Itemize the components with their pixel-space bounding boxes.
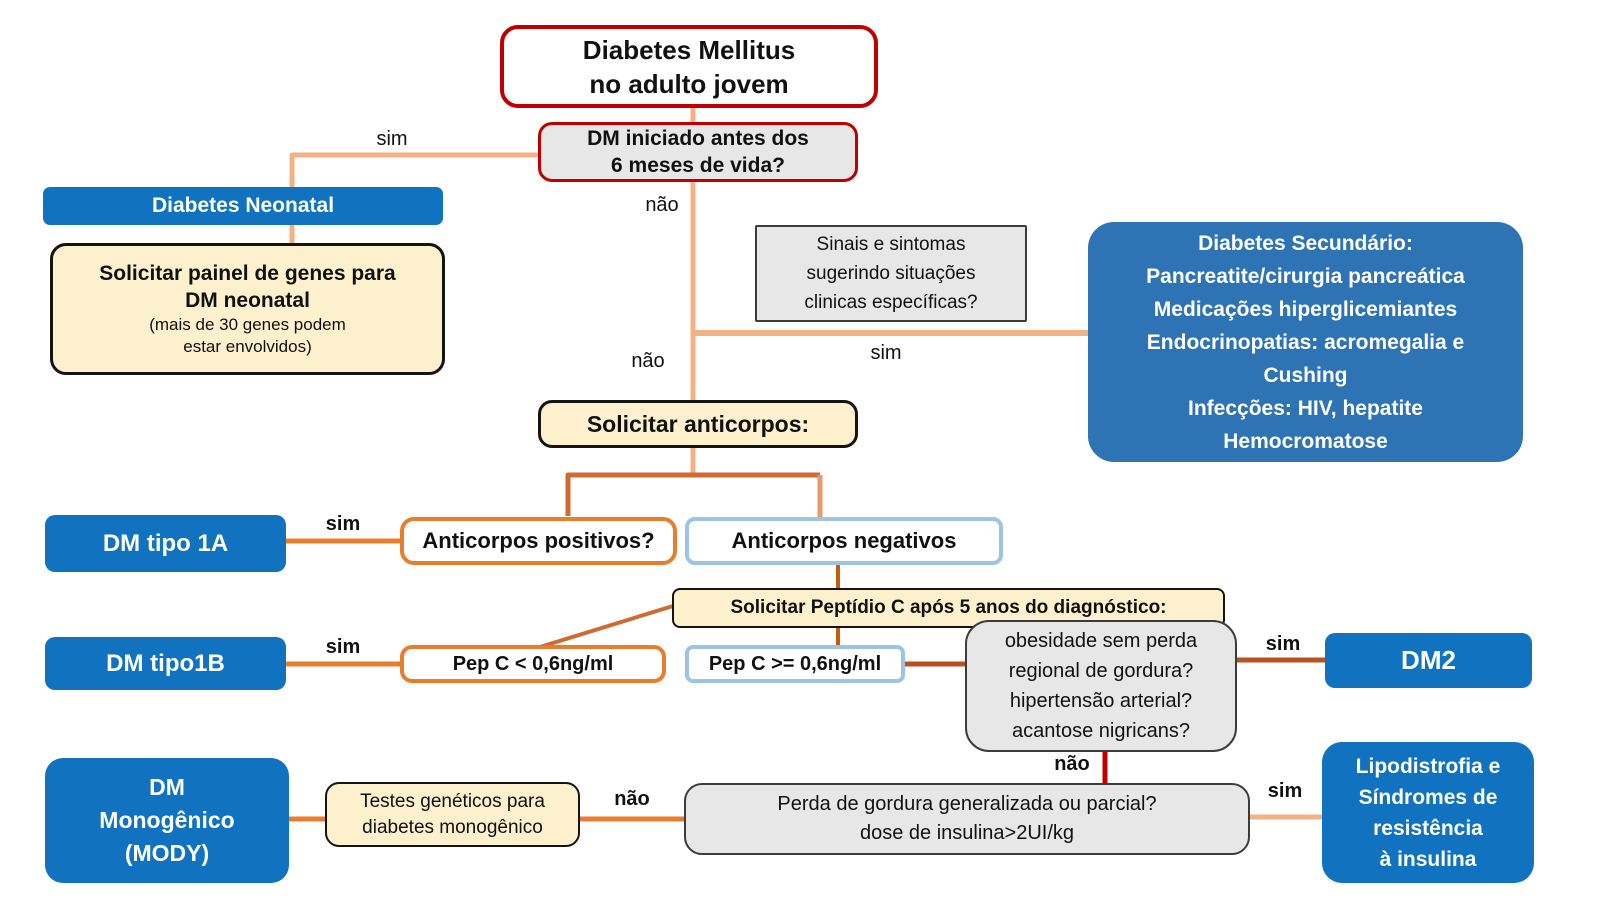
node-obesity-question [965,620,1237,752]
node-line: Pep C >= 0,6ng/ml [708,652,882,675]
node-question-six-months [538,122,858,182]
node-line: diabetes monogênico [362,816,543,838]
edge-label-nao-obesity: não [1054,753,1090,775]
node-pep-c-low [400,645,666,683]
node-line: 6 meses de vida? [611,154,785,177]
node-line: sugerindo situações [806,263,976,284]
node-line: Perda de gordura generalizada ou parcial? [777,793,1157,815]
node-line: Hemocromatose [1223,429,1388,453]
node-antibodies-positive [400,517,677,565]
node-line: Anticorpos negativos [731,528,957,553]
node-dm-monogenico-mody [45,758,289,883]
edge-label-sim-neonatal: sim [376,128,408,150]
node-line: Diabetes Mellitus [582,34,796,65]
node-line: Lipodistrofia e [1355,754,1501,778]
node-line: resistência [1373,816,1483,840]
node-genetic-tests [325,782,580,847]
edge-label-sim-dm1a: sim [325,513,361,535]
node-line: DM2 [1401,645,1456,675]
node-line: no adulto jovem [589,68,789,99]
node-line: acantose nigricans? [1012,720,1190,742]
node-line: Endocrinopatias: acromegalia e [1146,330,1465,354]
node-line: Anticorpos positivos? [422,528,655,553]
edge-label-nao-six-months: não [645,194,679,216]
node-line: DM neonatal [185,289,310,312]
node-dm-tipo-1a [45,515,286,572]
node-line: Pancreatite/cirurgia pancreática [1146,264,1465,288]
node-dm-tipo-1b [45,637,286,690]
node-line: Infecções: HIV, hepatite [1188,396,1423,420]
node-line: Solicitar Peptídio C após 5 anos do diagnóstico: [730,597,1167,618]
edge-label-sim-dm2: sim [1265,633,1301,655]
node-line: Diabetes Secundário: [1198,231,1413,255]
node-line: Sinais e sintomas [816,234,966,255]
edge-label-sim-secondary: sim [870,342,902,364]
node-line: (MODY) [124,840,210,866]
node-line: Solicitar anticorpos: [586,410,810,437]
edge-label-nao-signs: não [631,350,665,372]
node-lipodystrophy [1322,742,1534,883]
node-line: estar envolvidos) [183,337,312,356]
node-line: (mais de 30 genes podem [149,315,346,334]
node-line: obesidade sem perda [1004,630,1198,652]
node-antibodies-negative [685,517,1003,565]
node-request-antibodies [538,400,858,448]
node-line: dose de insulina>2UI/kg [859,822,1075,844]
node-dm2 [1325,633,1532,688]
node-line: clinicas específicas? [804,292,978,313]
node-line: Síndromes de [1358,785,1498,809]
node-line: Medicações hiperglicemiantes [1153,297,1458,321]
node-line: à insulina [1379,847,1477,871]
node-pep-c-high [685,645,905,683]
edge-label-nao-genetic: não [614,788,650,810]
node-diabetes-neonatal [43,187,443,225]
node-line: hipertensão arterial? [1009,690,1193,712]
node-line: Pep C < 0,6ng/ml [452,652,614,675]
node-line: Cushing [1263,363,1348,387]
node-signs-symptoms [755,225,1027,322]
node-line: DM [149,774,185,800]
node-line: Testes genéticos para [360,790,545,812]
node-line: regional de gordura? [1008,660,1194,682]
node-diabetes-secondary [1088,222,1523,462]
node-title [500,25,878,108]
node-line: DM tipo1B [106,649,225,677]
node-line: Diabetes Neonatal [151,194,335,217]
connector-bracket-left [568,475,820,516]
node-line: DM iniciado antes dos [587,127,809,150]
node-fat-loss-question [684,783,1250,855]
connector-peptide-to-peplow-diagonal [540,606,673,647]
node-line: DM tipo 1A [102,529,229,557]
node-line: Monogênico [99,807,235,833]
node-line: Solicitar painel de genes para [99,262,396,285]
node-neonatal-action [50,243,445,375]
edge-label-sim-dm1b: sim [325,636,361,658]
edge-label-sim-lipodystrophy: sim [1267,780,1303,802]
